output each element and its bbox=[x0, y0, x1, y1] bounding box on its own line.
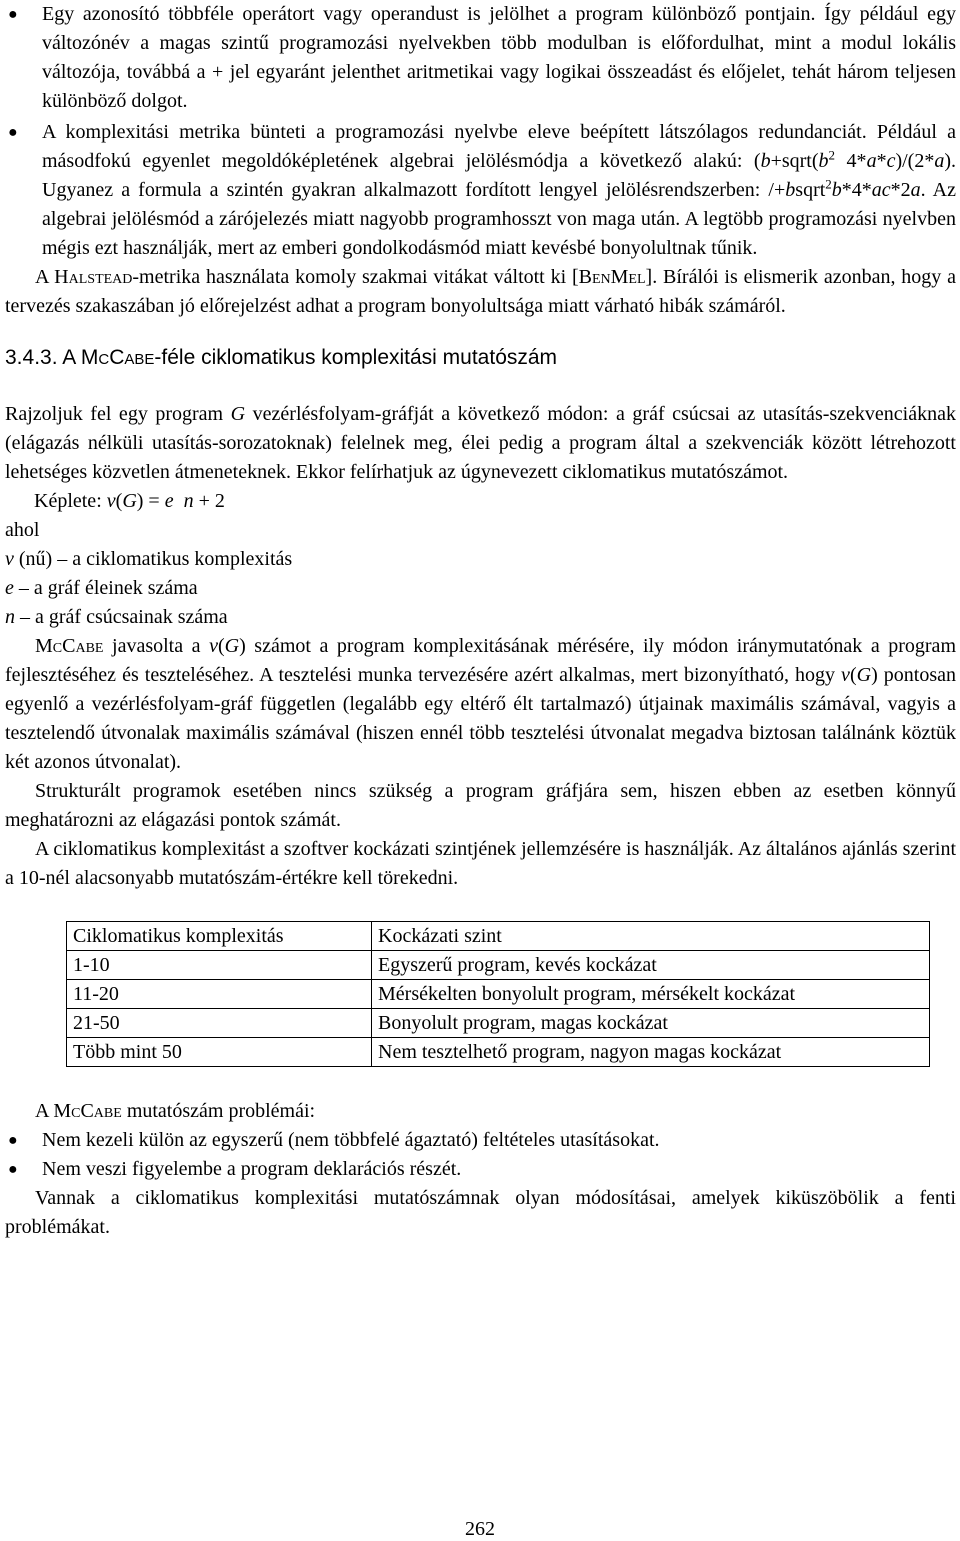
list-item: ● Nem veszi figyelembe a program deklarációs részét. bbox=[5, 1155, 956, 1184]
table-cell: Nem tesztelhető program, nagyon magas kockázat bbox=[372, 1038, 930, 1067]
bullet-icon: ● bbox=[8, 1161, 18, 1178]
halstead-paragraph: A Halstead-metrika használata komoly szakmai vitákat váltott ki [BenMel]. Bírálói is elismerik azonban, hogy a tervezés szakaszában jó előrejelzést adhat a program bonyolultsága miatt várható hibák számáról. bbox=[5, 266, 956, 317]
list-item: ● A komplexitási metrika bünteti a programozási nyelvbe eleve beépített látszólagos redundanciát. Például a másodfokú egyenlet megoldóképletének algebrai jelölésmódja a következő alakú: ($b+sqrt(b^2$ 4*a*c)/(2*a). Ugyanez a formula a szintén gyakran alkalmazott fordított lengyel jelölésrendszerben: /+bsqrt$^2$b*4*ac*2a. Az algebrai jelölésmód a zárójelezés miatt nagyobb programhosszt von maga után. A legtöbb programozási nyelvben mégis ezt használják, mert az emberi gondolkodásmód miatt kevésbé bonyolultnak tűnik. bbox=[5, 118, 956, 263]
table-cell: Bonyolult program, magas kockázat bbox=[372, 1009, 930, 1038]
table-cell: 11-20 bbox=[67, 980, 372, 1009]
table-row bbox=[67, 1009, 930, 1038]
intro-paragraph: Rajzoljuk fel egy program G vezérlésfolyam-gráfját a következő módon: a gráf csúcsai az utasítás-szekvenciáknak (elágazás nélküli utasítás-sorozatoknak) felelnek meg, élei pedig a program által a szekvenciák között létrehozott lehetséges közvetlen átmeneteknek. Ekkor felírhatjuk az úgynevezett ciklomatikus mutatószámot. bbox=[5, 403, 956, 483]
table-row bbox=[67, 951, 930, 980]
closing-paragraph: Vannak a ciklomatikus komplexitási mutatószámnak olyan módosításai, amelyek kiküszöbölik a fenti problémákat. bbox=[5, 1187, 956, 1238]
document-page bbox=[5, 0, 956, 1242]
list-item: ● Nem kezeli külön az egyszerű (nem többfelé ágaztató) feltételes utasításokat. bbox=[5, 1126, 956, 1155]
bullet-list-top bbox=[5, 0, 956, 263]
table-cell: 1-10 bbox=[67, 951, 372, 980]
mccabe-paragraph: McCabe javasolta a v(G) számot a program komplexitásának mérésére, ily módon iránymutatónak a program fejlesztéséhez és teszteléséhez. A tesztelési munka tervezésére azért alkalmas, mert bizonyítható, hogy v(G) pontosan egyenlő a vezérlésfolyam-gráf független (legalább egy eltérő élt tartalmazó) útjainak maximális számával, vagyis a tesztelendő útvonalak maximális számával (hiszen ennél több tesztelési útvonalat megadva biztosan találnánk köztük két azonos útvonalat). bbox=[5, 635, 956, 773]
table-cell: Mérsékelten bonyolult program, mérsékelt kockázat bbox=[372, 980, 930, 1009]
formula: Képlete: v(G) = e n + 2 bbox=[34, 490, 225, 512]
risk-table bbox=[66, 921, 930, 1067]
table-cell: Egyszerű program, kevés kockázat bbox=[372, 951, 930, 980]
usage-paragraph: A ciklomatikus komplexitást a szoftver kockázati szintjének jellemzésére is használják. Az általános ajánlás szerint a 10-nél alacsonyabb mutatószám-értékre kell törekedni. bbox=[5, 838, 956, 889]
problems-intro: A McCabe mutatószám problémái: bbox=[35, 1100, 316, 1122]
page-number: 262 bbox=[465, 1518, 495, 1540]
definition-v: v (nű) – a ciklomatikus komplexitás bbox=[5, 548, 293, 570]
bullet-icon: ● bbox=[8, 1132, 18, 1149]
definition-e: e – a gráf éleinek száma bbox=[5, 577, 198, 599]
table-header-row bbox=[67, 922, 930, 951]
table-row bbox=[67, 1038, 930, 1067]
definition-n: n – a gráf csúcsainak száma bbox=[5, 606, 228, 628]
bullet-icon: ● bbox=[8, 6, 18, 23]
bullet-icon: ● bbox=[8, 124, 18, 141]
table-cell: Több mint 50 bbox=[67, 1038, 372, 1067]
problems-list bbox=[5, 1126, 956, 1184]
table-cell: Kockázati szint bbox=[372, 922, 930, 951]
table-row bbox=[67, 980, 930, 1009]
structured-paragraph: Strukturált programok esetében nincs szükség a program gráfjára sem, hiszen ebben az esetben könnyű meghatározni az elágazási pontok számát. bbox=[5, 780, 956, 831]
where-label: ahol bbox=[5, 519, 40, 541]
table-cell: 21-50 bbox=[67, 1009, 372, 1038]
table-cell: Ciklomatikus komplexitás bbox=[67, 922, 372, 951]
list-item: ● Egy azonosító többféle operátort vagy operandust is jelölhet a program különböző pontjain. Így például egy változónév a magas szintű programozási nyelvekben több modulban is előfordulhat, mint a modul lokális változója, továbbá a + jel egyaránt jelenthet aritmetikai vagy logikai összeadást és előjelet, tehát három teljesen különböző dolgot. bbox=[5, 0, 956, 116]
section-heading: 3.4.3. A McCabe-féle ciklomatikus komplexitási mutatószám bbox=[5, 346, 558, 369]
